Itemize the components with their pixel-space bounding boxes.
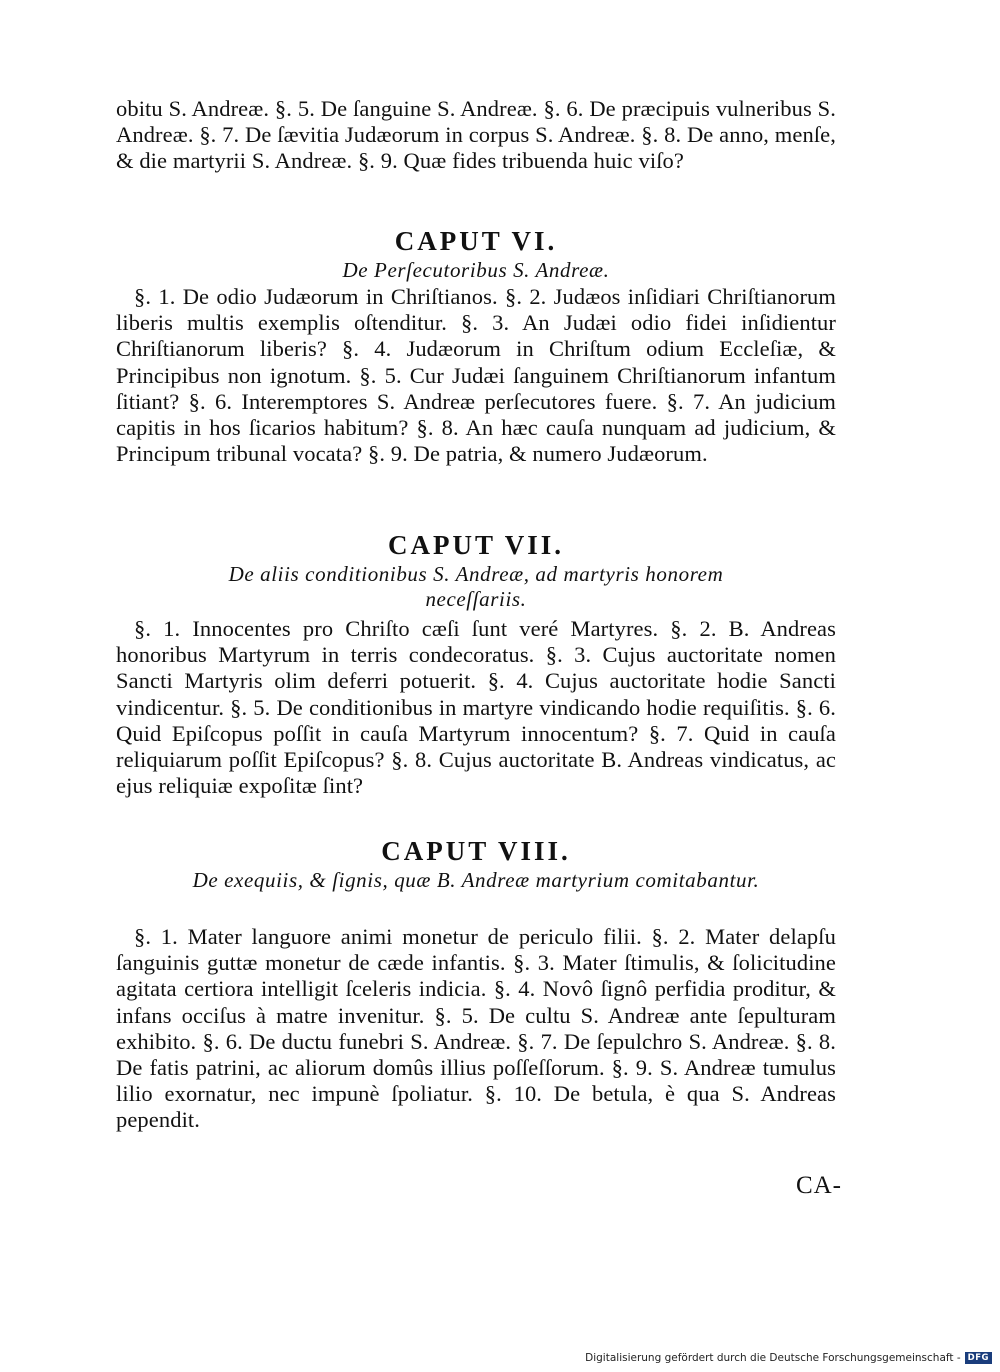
footer-text: Digitalisierung gefördert durch die Deutsche Forschungsgemeinschaft - bbox=[585, 1352, 961, 1364]
digitization-footer bbox=[585, 1352, 992, 1364]
top-paragraph-block bbox=[116, 96, 836, 175]
catchword: CA- bbox=[795, 1172, 842, 1199]
chapter-8-body: §. 1. Mater languore animi monetur de periculo filii. §. 2. Mater delapſu ſanguinis guttæ monetur de cæde infantis. §. 3. Mater ſtimulis, & ſolicitudine agitata certiora intelligit ſceleris indicia. §. 4. Novô ſignô perfidia proditur, & infans occiſus à matre invenitur. §. 5. De cultu S. Andreæ ante ſepulturam exhibito. §. 6. De ductu funebri S. Andreæ. §. 7. De ſepulchro S. Andreæ. §. 8. De fatis patrini, ac aliorum domûs illius poſſeſſorum. §. 9. S. Andreæ tumulus lilio exornatur, nec impunè ſpoliatur. §. 10. De betula, è qua S. Andreas pependit. bbox=[116, 924, 836, 1133]
chapter-7-body: §. 1. Innocentes pro Chriſto cæſi ſunt veré Martyres. §. 2. B. Andreas honoribus Martyrum in terris condecoratus. §. 3. Cujus auctoritate nomen Sancti Martyris olim deferri potuerit. §. 4. Cujus auctoritate hodie Sancti vindicentur. §. 5. De conditionibus in martyre vindicando hodie requiſitis. §. 6. Quid Epiſcopus poſſit in cauſa Martyrum innocentum? §. 7. Quid in cauſa reliquiarum poſſit Epiſcopus? §. 8. Cujus auctoritate B. Andreas vindicatus, ac ejus reliquiæ expoſitæ ſint? bbox=[116, 616, 836, 799]
chapter-6-subtitle: De Perſecutoribus S. Andreæ. bbox=[342, 258, 610, 282]
chapter-6-heading: CAPUT VI. bbox=[394, 226, 558, 256]
top-paragraph: obitu S. Andreæ. §. 5. De ſanguine S. Andreæ. §. 6. De præcipuis vulneribus S. Andreæ. §. 7. De ſævitia Judæorum in corpus S. Andreæ. §. 8. De anno, menſe, & die martyrii S. Andreæ. §. 9. Quæ fides tribuenda huic viſo? bbox=[116, 96, 836, 174]
chapter-6-body: §. 1. De odio Judæorum in Chriſtianos. §. 2. Judæos inſidiari Chriſtianorum liberis multis exemplis oſtenditur. §. 3. An Judæi odio fidei inſidientur Chriſtianorum liberis? §. 4. Judæorum in Chriſtum odium Eccleſiæ, & Principibus non ignotum. §. 5. Cur Judæi ſanguinem Chriſtianorum infantum ſitiant? §. 6. Interemptores S. Andreæ perſecutores fuere. §. 7. An judicium capitis in hos ſicarios habitum? §. 8. An hæc cauſa nunquam ad judicium, & Principum tribunal vocata? §. 9. De patria, & numero Judæorum. bbox=[116, 284, 836, 467]
chapter-8-body-block bbox=[116, 924, 836, 1134]
chapter-8-heading: CAPUT VIII. bbox=[381, 836, 571, 866]
chapter-7-body-block bbox=[116, 616, 836, 799]
dfg-logo: DFG bbox=[965, 1352, 992, 1364]
chapter-6-body-block bbox=[116, 284, 836, 467]
chapter-8-subtitle: De exequiis, & ſignis, quæ B. Andreæ martyrium comitabantur. bbox=[192, 868, 760, 892]
chapter-7-heading: CAPUT VII. bbox=[387, 530, 565, 560]
chapter-7-subtitle: De aliis conditionibus S. Andreæ, ad martyris honorem neceſſariis. bbox=[228, 562, 724, 611]
